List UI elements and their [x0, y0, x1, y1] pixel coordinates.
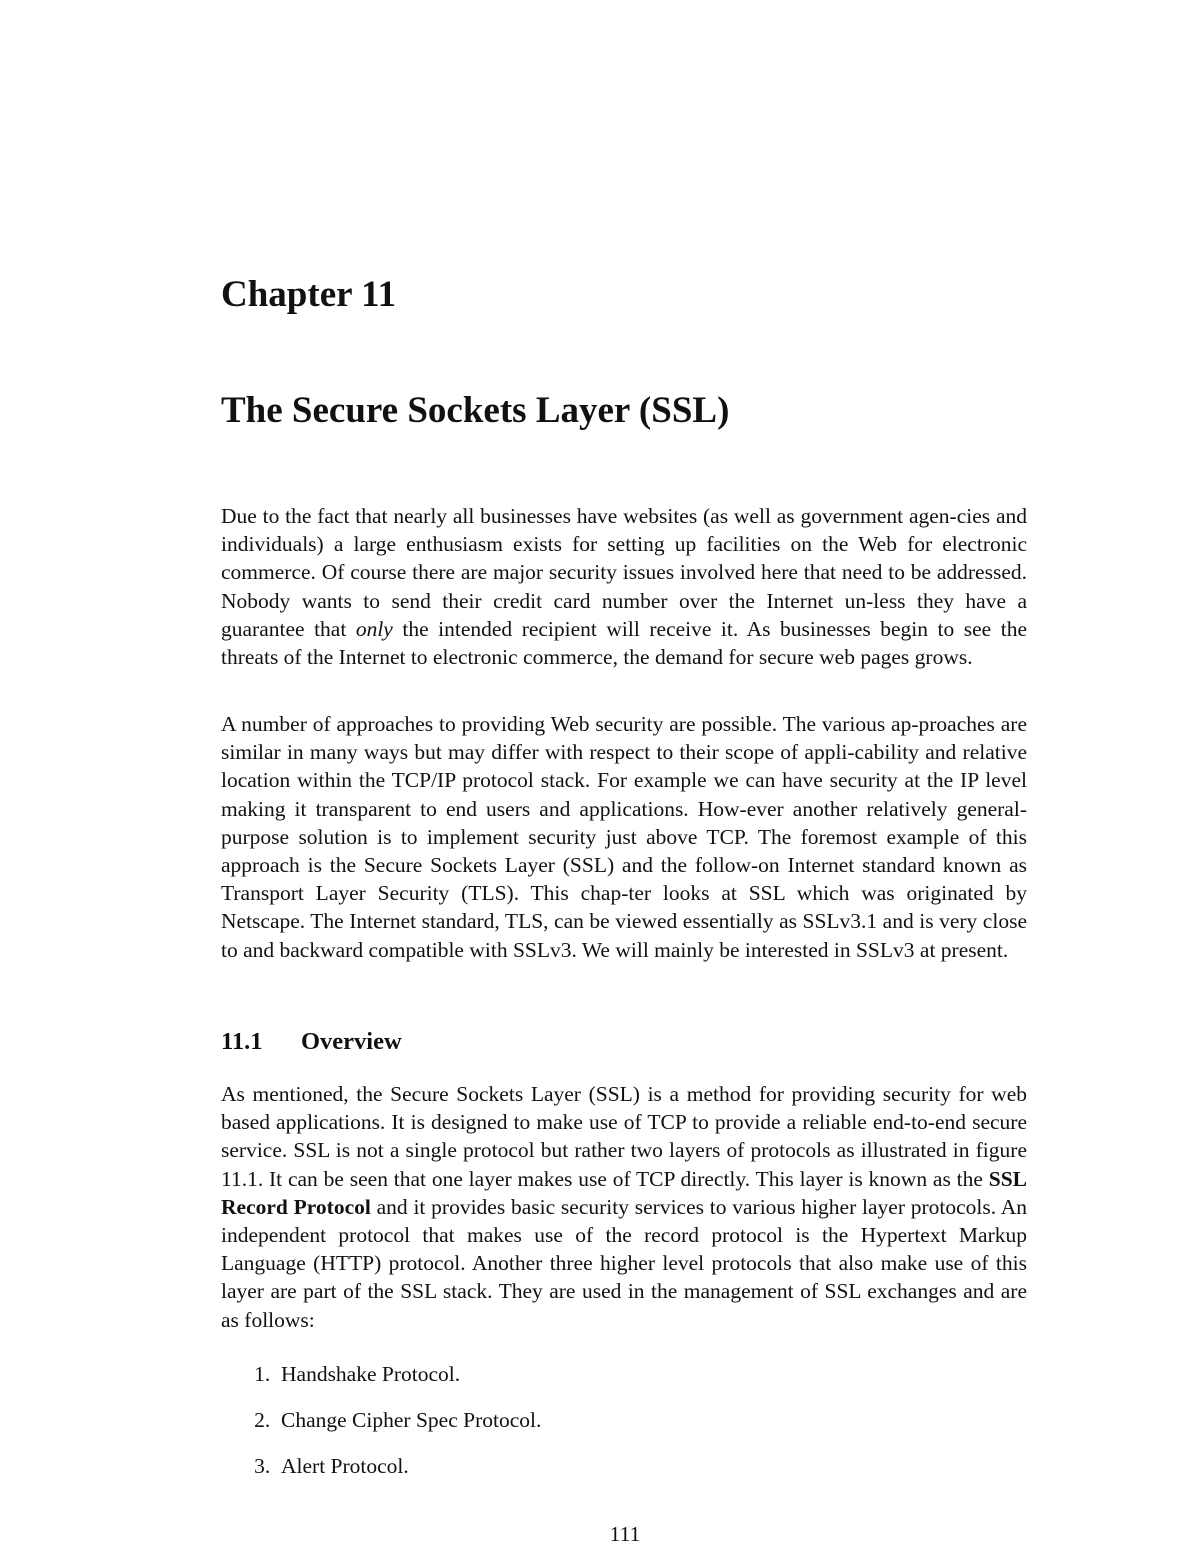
- list-item-text: Alert Protocol.: [281, 1454, 409, 1478]
- list-item-number-text: 2.: [254, 1408, 271, 1432]
- section-heading: [221, 1026, 402, 1058]
- list-item-text: Handshake Protocol.: [281, 1362, 461, 1386]
- section-title: Overview: [301, 1028, 402, 1055]
- intro-paragraph-2: A number of approaches to providing Web security are possible. The various ap-proaches are similar in many ways but may differ with respect to their scope of appli-cability and relative location within the TCP/IP protocol stack. For example we can have security at the IP level making it transparent to end users and applications. How-ever another relatively general-purpose solution is to implement security just above TCP. The foremost example of this approach is the Secure Sockets Layer (SSL) and the follow-on Internet standard known as Transport Layer Security (TLS). This chap-ter looks at SSL which was originated by Netscape. The Internet standard, TLS, can be viewed essentially as SSLv3.1 and is very close to and backward compatible with SSLv3. We will mainly be interested in SSLv3 at present.: [221, 712, 1027, 962]
- intro-paragraph-1-text: Due to the fact that nearly all businesses have websites (as well as government agen-cies and individuals) a large enthusiasm exists for setting up facilities on the Web for electronic commerce. Of course there are major security issues involved here that need to be addressed. Nobody wants to send their credit card number over the Internet un-less they have a guarantee that: [221, 504, 1027, 641]
- list-item: [221, 1360, 1027, 1406]
- list-item-number: [221, 1406, 281, 1434]
- page-number: 111: [609, 1522, 641, 1546]
- chapter-title: The Secure Sockets Layer (SSL): [221, 390, 730, 431]
- list-item: [221, 1406, 1027, 1452]
- list-item: [221, 1452, 1027, 1498]
- list-item-number: [221, 1360, 281, 1388]
- overview-paragraph-text-end: and it provides basic security services to various higher layer protocols. An independent protocol that makes use of the record protocol is the Hypertext Markup Language (HTTP) protocol. Another three higher level protocols that also make use of this layer are part of the SSL stack. They are used in the management of SSL exchanges and are as follows:: [221, 1194, 1028, 1332]
- intro-paragraph-1: [221, 502, 1027, 671]
- chapter-label: Chapter 11: [221, 274, 397, 315]
- list-item-text: Change Cipher Spec Protocol.: [281, 1408, 542, 1432]
- section-number: 11.1: [221, 1028, 263, 1055]
- overview-paragraph: [221, 1080, 1027, 1334]
- list-item-number-text: 1.: [254, 1362, 271, 1386]
- list-item-number: [221, 1452, 281, 1480]
- list-item-number-text: 3.: [254, 1454, 271, 1478]
- emphasized-word: only: [355, 616, 393, 641]
- protocol-list: [221, 1360, 1027, 1498]
- bold-term: SSL Record Protocol: [221, 1166, 1027, 1219]
- intro-paragraph-1-text-end: the intended recipient will receive it. As businesses begin to see the threats of the Internet to electronic commerce, the demand for secure web pages grows.: [221, 616, 1028, 670]
- overview-paragraph-text: As mentioned, the Secure Sockets Layer (SSL) is a method for providing security for web based applications. It is designed to make use of TCP to provide a reliable end-to-end secure service. SSL is not a single protocol but rather two layers of protocols as illustrated in figure 11.1. It can be seen that one layer makes use of TCP directly. This layer is known as the: [221, 1082, 1027, 1191]
